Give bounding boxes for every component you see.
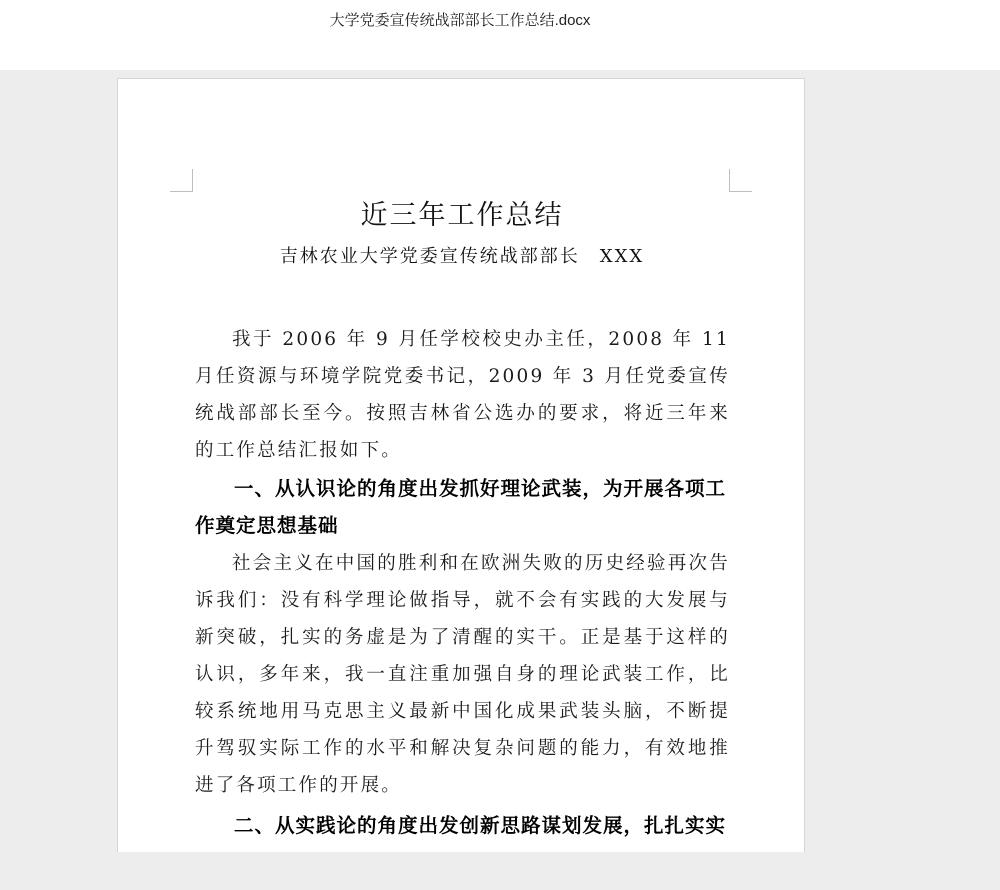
paragraph-intro: 我于 2006 年 9 月任学校校史办主任，2008 年 11 月任资源与环境学院党委书记，2009 年 3 月任党委宣传统战部部长至今。按照吉林省公选办的要求，将近三年来的工作总结汇报如下。 [195,329,730,461]
top-right-margin-mark [729,169,752,192]
title-bar [0,0,1000,70]
paragraph-section-1: 社会主义在中国的胜利和在欧洲失败的历史经验再次告诉我们：没有科学理论做指导，就不会有实践的大发展与新突破，扎实的务虚是为了清醒的实干。正是基于这样的认识，多年来，我一直注重加强自身的理论武装工作，比较系统地用马克思主义最新中国化成果武装头脑，不断提升驾驭实际工作的水平和解决复杂问题的能力，有效地推进了各项工作的开展。 [195,553,730,796]
document-viewer[interactable] [0,70,1000,890]
bottom-bar [0,852,1000,890]
section-heading-1: 一、从认识论的角度出发抓好理论武装，为开展各项工作奠定思想基础 [195,477,727,537]
document-page [117,78,805,868]
section-heading-2: 二、从实践论的角度出发创新思路谋划发展，扎扎实实 [234,814,727,837]
document-title: 近三年工作总结 [360,200,564,231]
top-left-margin-mark [170,169,193,192]
document-filename: 大学党委宣传统战部部长工作总结.docx [329,12,591,29]
document-subtitle: 吉林农业大学党委宣传统战部部长 XXX [279,246,645,267]
